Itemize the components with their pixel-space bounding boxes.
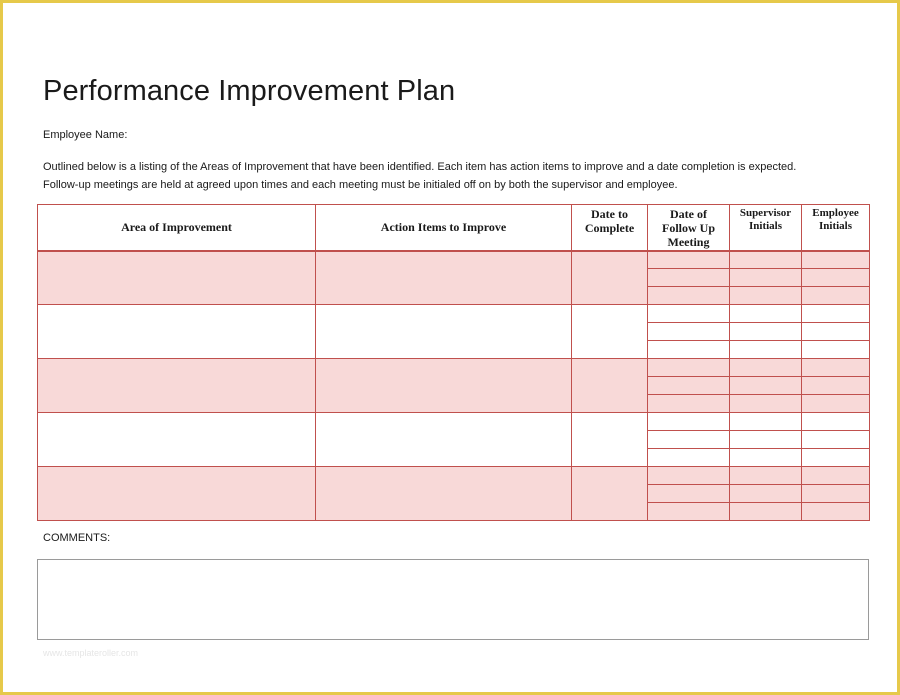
supervisor-initials-cell[interactable] — [730, 485, 802, 503]
follow-up-date-cell[interactable] — [648, 269, 730, 287]
follow-up-date-cell[interactable] — [648, 431, 730, 449]
action-items-cell[interactable] — [316, 251, 572, 305]
follow-up-date-cell[interactable] — [648, 377, 730, 395]
employee-initials-cell[interactable] — [802, 251, 870, 269]
table-row — [38, 413, 870, 431]
supervisor-initials-cell[interactable] — [730, 359, 802, 377]
date-to-complete-cell[interactable] — [572, 251, 648, 305]
supervisor-initials-cell[interactable] — [730, 269, 802, 287]
follow-up-date-cell[interactable] — [648, 359, 730, 377]
supervisor-initials-cell[interactable] — [730, 323, 802, 341]
employee-initials-cell[interactable] — [802, 431, 870, 449]
header-employee-initials: Employee Initials — [802, 205, 870, 251]
employee-initials-cell[interactable] — [802, 449, 870, 467]
follow-up-date-cell[interactable] — [648, 449, 730, 467]
supervisor-initials-cell[interactable] — [730, 251, 802, 269]
intro-line-2: Follow-up meetings are held at agreed upon times and each meeting must be initialed off on by both the supervisor and employee. — [43, 179, 678, 191]
intro-line-1: Outlined below is a listing of the Areas of Improvement that have been identified. Each item has action items to improve and a date completion is expected. — [43, 161, 797, 173]
follow-up-date-cell[interactable] — [648, 503, 730, 521]
supervisor-initials-cell[interactable] — [730, 503, 802, 521]
follow-up-date-cell[interactable] — [648, 305, 730, 323]
date-to-complete-cell[interactable] — [572, 467, 648, 521]
supervisor-initials-cell[interactable] — [730, 287, 802, 305]
supervisor-initials-cell[interactable] — [730, 467, 802, 485]
area-cell[interactable] — [38, 413, 316, 467]
employee-initials-cell[interactable] — [802, 359, 870, 377]
follow-up-date-cell[interactable] — [648, 395, 730, 413]
supervisor-initials-cell[interactable] — [730, 431, 802, 449]
table-header-row — [38, 205, 870, 251]
action-items-cell[interactable] — [316, 413, 572, 467]
employee-initials-cell[interactable] — [802, 467, 870, 485]
employee-initials-cell[interactable] — [802, 395, 870, 413]
supervisor-initials-cell[interactable] — [730, 305, 802, 323]
header-area-of-improvement: Area of Improvement — [38, 205, 316, 251]
employee-initials-cell[interactable] — [802, 485, 870, 503]
area-cell[interactable] — [38, 359, 316, 413]
date-to-complete-cell[interactable] — [572, 359, 648, 413]
employee-initials-cell[interactable] — [802, 503, 870, 521]
action-items-cell[interactable] — [316, 359, 572, 413]
employee-name-label: Employee Name: — [43, 129, 128, 141]
follow-up-date-cell[interactable] — [648, 287, 730, 305]
follow-up-date-cell[interactable] — [648, 251, 730, 269]
comments-field[interactable] — [37, 559, 869, 640]
intro-text — [43, 158, 873, 194]
action-items-cell[interactable] — [316, 305, 572, 359]
employee-initials-cell[interactable] — [802, 413, 870, 431]
table-row — [38, 305, 870, 323]
supervisor-initials-cell[interactable] — [730, 449, 802, 467]
follow-up-date-cell[interactable] — [648, 467, 730, 485]
header-date-of-follow-up: Date of Follow Up Meeting — [648, 205, 730, 251]
table-row — [38, 467, 870, 485]
action-items-cell[interactable] — [316, 467, 572, 521]
area-cell[interactable] — [38, 251, 316, 305]
footer-watermark: www.templateroller.com — [43, 648, 139, 658]
header-supervisor-initials: Supervisor Initials — [730, 205, 802, 251]
employee-initials-cell[interactable] — [802, 305, 870, 323]
header-date-to-complete: Date to Complete — [572, 205, 648, 251]
area-cell[interactable] — [38, 467, 316, 521]
supervisor-initials-cell[interactable] — [730, 377, 802, 395]
header-action-items: Action Items to Improve — [316, 205, 572, 251]
improvement-table — [37, 204, 870, 521]
supervisor-initials-cell[interactable] — [730, 413, 802, 431]
supervisor-initials-cell[interactable] — [730, 341, 802, 359]
supervisor-initials-cell[interactable] — [730, 395, 802, 413]
date-to-complete-cell[interactable] — [572, 305, 648, 359]
follow-up-date-cell[interactable] — [648, 413, 730, 431]
follow-up-date-cell[interactable] — [648, 485, 730, 503]
employee-initials-cell[interactable] — [802, 269, 870, 287]
table-body — [38, 251, 870, 521]
follow-up-date-cell[interactable] — [648, 341, 730, 359]
employee-initials-cell[interactable] — [802, 377, 870, 395]
table-row — [38, 251, 870, 269]
table-row — [38, 359, 870, 377]
employee-initials-cell[interactable] — [802, 323, 870, 341]
page-title: Performance Improvement Plan — [43, 75, 456, 107]
employee-initials-cell[interactable] — [802, 287, 870, 305]
date-to-complete-cell[interactable] — [572, 413, 648, 467]
comments-label: COMMENTS: — [43, 532, 111, 544]
area-cell[interactable] — [38, 305, 316, 359]
follow-up-date-cell[interactable] — [648, 323, 730, 341]
employee-initials-cell[interactable] — [802, 341, 870, 359]
